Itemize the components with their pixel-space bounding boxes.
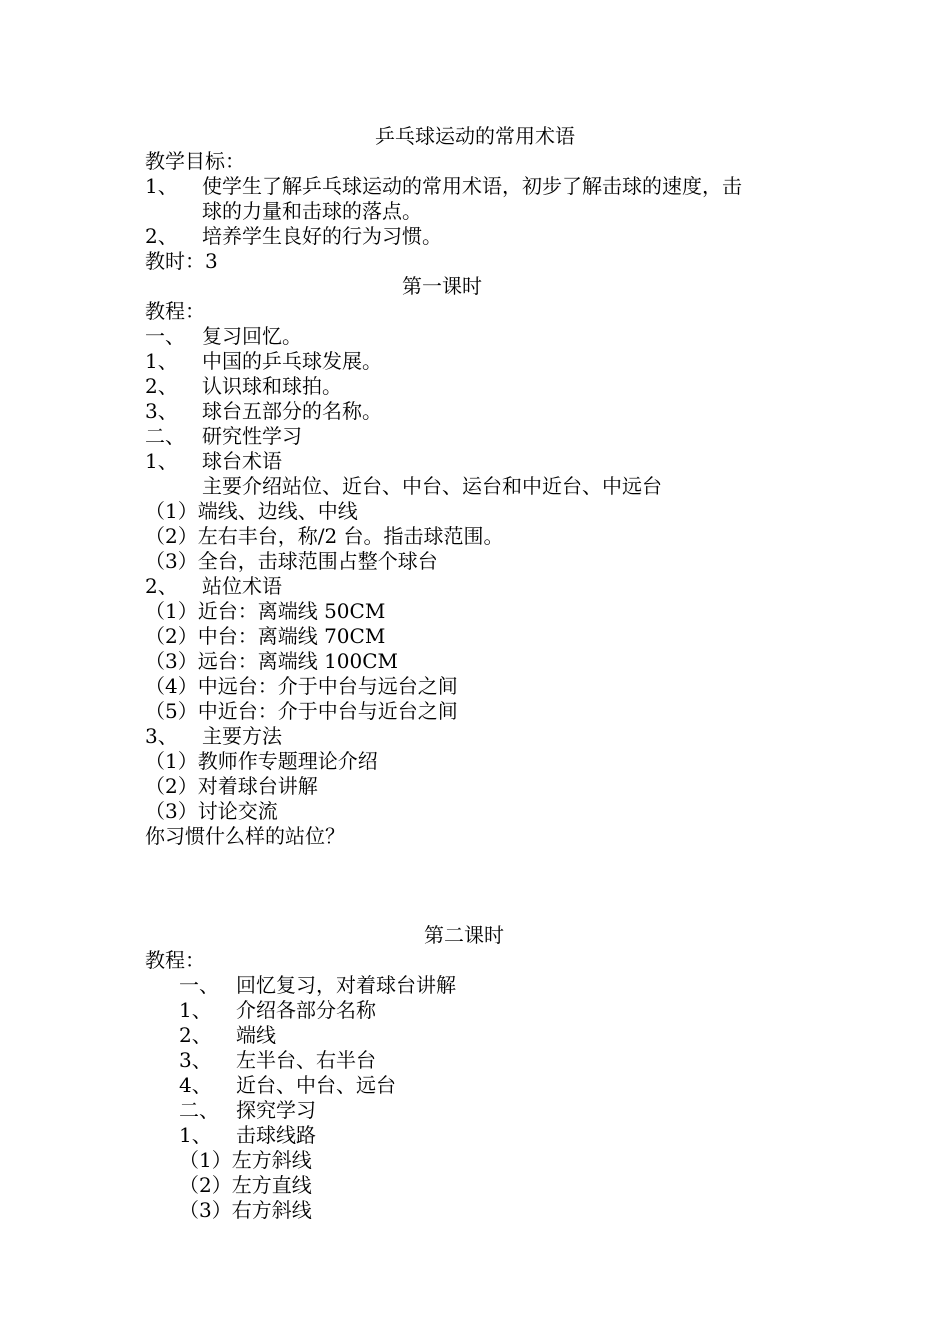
goal-2-text: 培养学生良好的行为习惯。 <box>202 224 442 248</box>
list-item: （3）右方斜线 <box>179 1198 312 1222</box>
list-item-text: 主要方法 <box>202 724 282 748</box>
list-item: （3）远台：离端线 100CM <box>145 649 399 673</box>
list-item-number: 1、 <box>179 998 212 1022</box>
list-item-text: 球台五部分的名称。 <box>202 399 382 423</box>
list-item: （2）中台：离端线 70CM <box>145 624 386 648</box>
list-item-number: 3、 <box>145 724 178 748</box>
list-item-number: 2、 <box>179 1023 212 1047</box>
list-item: （3）全台，击球范围占整个球台 <box>145 549 438 573</box>
list-item-number: 3、 <box>145 399 178 423</box>
list-item-text: 球台术语 <box>202 449 282 473</box>
list-item: （4）中远台：介于中台与远台之间 <box>145 674 458 698</box>
list-item: （5）中近台：介于中台与近台之间 <box>145 699 458 723</box>
lesson-1-section-2-text: 研究性学习 <box>202 424 302 448</box>
lesson-2-section-1-text: 回忆复习，对着球台讲解 <box>236 973 456 997</box>
lesson-2-heading: 第二课时 <box>424 923 504 947</box>
table-terms-description: 主要介绍站位、近台、中台、运台和中近台、中远台 <box>202 474 662 498</box>
list-item: （2）左右丰台，称/2 台。指击球范围。 <box>145 524 504 548</box>
list-item-number: 1、 <box>145 349 178 373</box>
goal-1-number: 1、 <box>145 174 178 198</box>
list-item-number: 2、 <box>145 574 178 598</box>
lesson-1-heading: 第一课时 <box>402 274 482 298</box>
list-item-text: 端线 <box>236 1023 276 1047</box>
list-item-number: 1、 <box>145 449 178 473</box>
list-item: （1）左方斜线 <box>179 1148 312 1172</box>
list-item-text: 站位术语 <box>202 574 282 598</box>
goal-1-line-2: 球的力量和击球的落点。 <box>202 199 422 223</box>
list-item: （1）端线、边线、中线 <box>145 499 358 523</box>
discussion-question: 你习惯什么样的站位？ <box>145 824 345 848</box>
lesson-2-course: 教程： <box>145 948 205 972</box>
lesson-1-section-1-number: 一、 <box>145 324 185 348</box>
list-item-text: 认识球和球拍。 <box>202 374 342 398</box>
teaching-hours: 教时：3 <box>145 249 218 273</box>
lesson-1-course: 教程： <box>145 299 205 323</box>
list-item: （2）左方直线 <box>179 1173 312 1197</box>
list-item-number: 4、 <box>179 1073 212 1097</box>
list-item-text: 击球线路 <box>236 1123 316 1147</box>
list-item-text: 介绍各部分名称 <box>236 998 376 1022</box>
goal-2-number: 2、 <box>145 224 178 248</box>
list-item-text: 近台、中台、远台 <box>236 1073 396 1097</box>
lesson-2-section-2-text: 探究学习 <box>236 1098 316 1122</box>
list-item-text: 中国的乒乓球发展。 <box>202 349 382 373</box>
list-item: （1）教师作专题理论介绍 <box>145 749 378 773</box>
lesson-2-section-2-number: 二、 <box>179 1098 219 1122</box>
lesson-1-section-2-number: 二、 <box>145 424 185 448</box>
lesson-2-section-1-number: 一、 <box>179 973 219 997</box>
lesson-1-section-1-text: 复习回忆。 <box>202 324 302 348</box>
document-title: 乒乓球运动的常用术语 <box>375 124 575 148</box>
list-item-number: 1、 <box>179 1123 212 1147</box>
goal-1-line-1: 使学生了解乒乓球运动的常用术语，初步了解击球的速度，击 <box>202 174 742 198</box>
list-item: （1）近台：离端线 50CM <box>145 599 386 623</box>
list-item-number: 2、 <box>145 374 178 398</box>
list-item-number: 3、 <box>179 1048 212 1072</box>
goals-heading: 教学目标： <box>145 149 245 173</box>
list-item: （2）对着球台讲解 <box>145 774 318 798</box>
list-item-text: 左半台、右半台 <box>236 1048 376 1072</box>
list-item: （3）讨论交流 <box>145 799 278 823</box>
